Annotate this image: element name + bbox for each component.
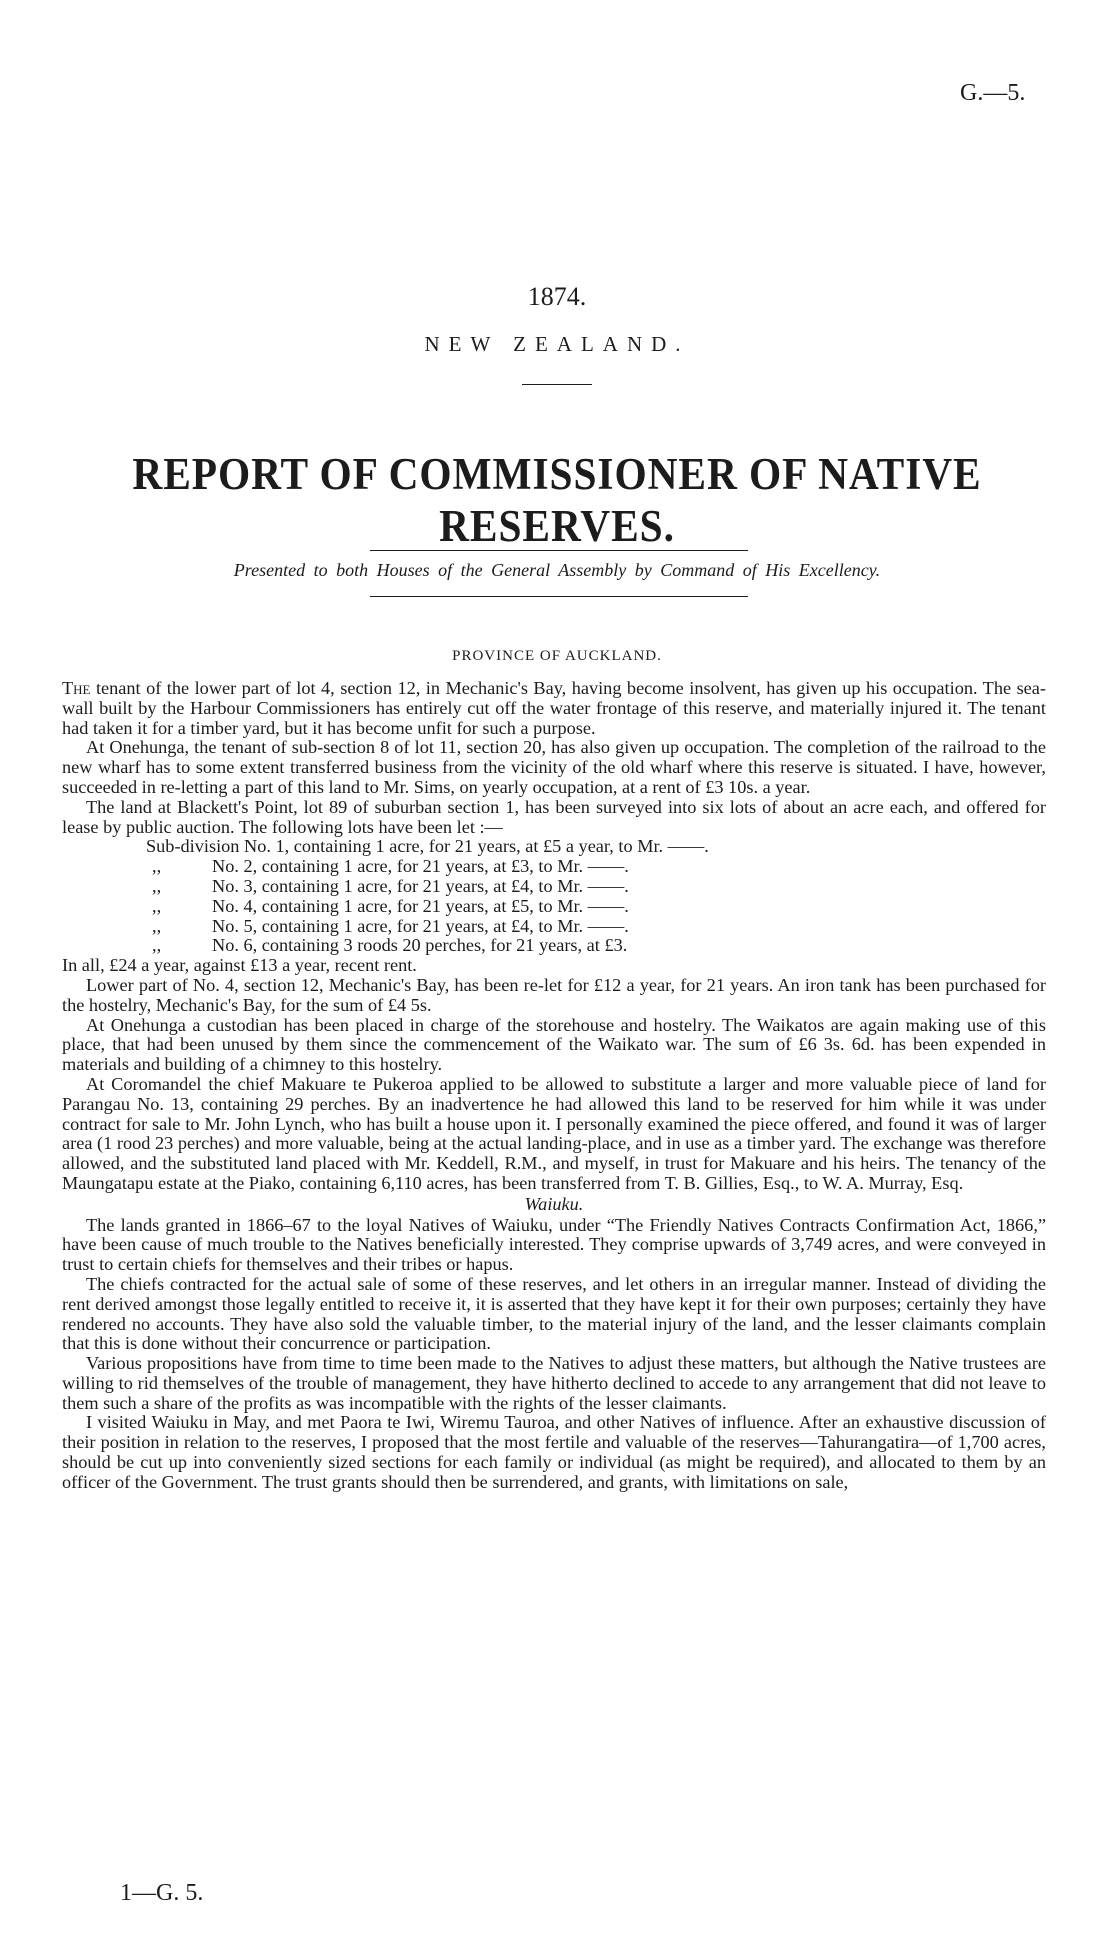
paragraph-11: I visited Waiuku in May, and met Paora te Iwi, Wiremu Tauroa, and other Natives of influence. After an exhaustive discussion of their position in relation to the reserves, I proposed that the most fertile and valuable of the reserves—Tahurangatira—of 1,700 acres, should be cut up into conveniently sized sections for each family or individual (as might be required), and allocated to them by an officer of the Government. The trust grants should then be surrendered, and grants, with limitations on sale, [62, 1412, 1046, 1492]
ditto-mark: ,, [152, 895, 162, 916]
subdivision-line-5: ,, No. 5, containing 1 acre, for 21 years, at £4, to Mr. ——. [152, 915, 629, 936]
ditto-mark: ,, [152, 935, 162, 956]
report-year: 1874. [527, 282, 587, 311]
subdivision-line-6: ,, No. 6, containing 3 roods 20 perches, for 21 years, at £3. [152, 935, 628, 956]
divider-short [522, 384, 592, 385]
waiuku-subheading: Waiuku. [524, 1193, 584, 1214]
presented-line: Presented to both Houses of the General Assembly by Command of His Excellency. [233, 560, 881, 580]
paragraph-8: The lands granted in 1866–67 to the loyal Natives of Waiuku, under “The Friendly Natives Contracts Confirmation Act, 1866,” have been cause of much trouble to the Natives beneficially interested. They comprise upwards of 3,749 acres, and were conveyed in trust to certain chiefs for themselves and their tribes or hapus. [62, 1214, 1046, 1275]
paragraph-10: Various propositions have from time to time been made to the Natives to adjust these matters, but although the Native trustees are willing to rid themselves of the trouble of management, they have hitherto declined to accede to any arrangement that did not leave to them such a share of the profits as was incompatible with the rights of the lesser claimants. [62, 1353, 1046, 1413]
ditto-mark: ,, [152, 856, 162, 877]
country-heading: NEW ZEALAND. [424, 332, 690, 356]
paragraph-6: At Onehunga a custodian has been placed in charge of the storehouse and hostelry. The Waikatos are again making use of this place, that had been unused by them since the commencement of the Waikato war. The sum of £6 3s. 6d. has been expended in materials and building of a chimney to this hostelry. [62, 1014, 1046, 1075]
divider-upper [370, 550, 748, 551]
paragraph-3: The land at Blackett's Point, lot 89 of suburban section 1, has been surveyed into six lots of about an acre each, and offered for lease by public auction. The following lots have been let :— [62, 796, 1046, 837]
section-heading: PROVINCE OF AUCKLAND. [452, 648, 662, 664]
paragraph-5: Lower part of No. 4, section 12, Mechanic's Bay, has been re-let for £12 a year, for 21 years. An iron tank has been purchased for the hostelry, Mechanic's Bay, for the sum of £4 5s. [62, 974, 1046, 1015]
paragraph-7: At Coromandel the chief Makuare te Pukeroa applied to be allowed to substitute a larger and more valuable piece of land for Parangau No. 13, containing 29 perches. By an inadvertence he had allowed this land to be reserved for him while it was under contract for sale to Mr. John Lynch, who has built a house upon it. I personally examined the piece offered, and found it was of larger area (1 rood 23 perches) and more valuable, being at the actual landing-place, and in use as a timber yard. The exchange was therefore allowed, and the substituted land placed with Mr. Keddell, R.M., and myself, in trust for Makuare and his heirs. The tenancy of the Maungatapu estate at the Piako, containing 6,110 acres, has been transferred from T. B. Gillies, Esq., to W. A. Murray, Esq. [62, 1073, 1046, 1193]
page-reference: G.—5. [960, 80, 1026, 106]
paragraph-1 [62, 679, 1046, 738]
report-title: REPORT OF COMMISSIONER OF NATIVE RESERVES. [132, 449, 982, 551]
subdivision-line-3: ,, No. 3, containing 1 acre, for 21 years, at £4, to Mr. ——. [152, 875, 629, 896]
subdivision-line-1: Sub-division No. 1, containing 1 acre, for 21 years, at £5 a year, to Mr. ——. [146, 836, 709, 857]
report-body [62, 679, 1046, 1493]
divider-lower [370, 596, 748, 597]
paragraph-1-lead: The [62, 678, 91, 698]
paragraph-total: In all, £24 a year, against £13 a year, recent rent. [62, 955, 417, 976]
page-footer-reference: 1—G. 5. [120, 1880, 204, 1906]
paragraph-2: At Onehunga, the tenant of sub-section 8 of lot 11, section 20, has also given up occupation. The completion of the railroad to the new wharf has to some extent transferred business from the vicinity of the old wharf where this reserve is situated. I have, however, succeeded in re-letting a part of this land to Mr. Sims, on yearly occupation, at a rent of £3 10s. a year. [62, 737, 1046, 797]
ditto-mark: ,, [152, 875, 162, 896]
subdivision-line-2: ,, No. 2, containing 1 acre, for 21 years, at £3, to Mr. ——. [152, 856, 629, 877]
paragraph-1-text: tenant of the lower part of lot 4, section 12, in Mechanic's Bay, having become insolvent, has given up his occupation. The sea-wall built by the Harbour Commissioners has entirely cut off the water frontage of this reserve, and materially injured it. The tenant had taken it for a timber yard, but it has become unfit for such a purpose. [62, 678, 1046, 738]
subdivision-line-4: ,, No. 4, containing 1 acre, for 21 years, at £5, to Mr. ——. [152, 895, 629, 916]
paragraph-9: The chiefs contracted for the actual sale of some of these reserves, and let others in an irregular manner. Instead of dividing the rent derived amongst those legally entitled to receive it, it is asserted that they have kept it for their own purposes; certainly they have rendered no accounts. They have also sold the valuable timber, to the material injury of the land, and the lesser claimants complain that this is done without their concurrence or participation. [62, 1273, 1046, 1354]
ditto-mark: ,, [152, 915, 162, 936]
